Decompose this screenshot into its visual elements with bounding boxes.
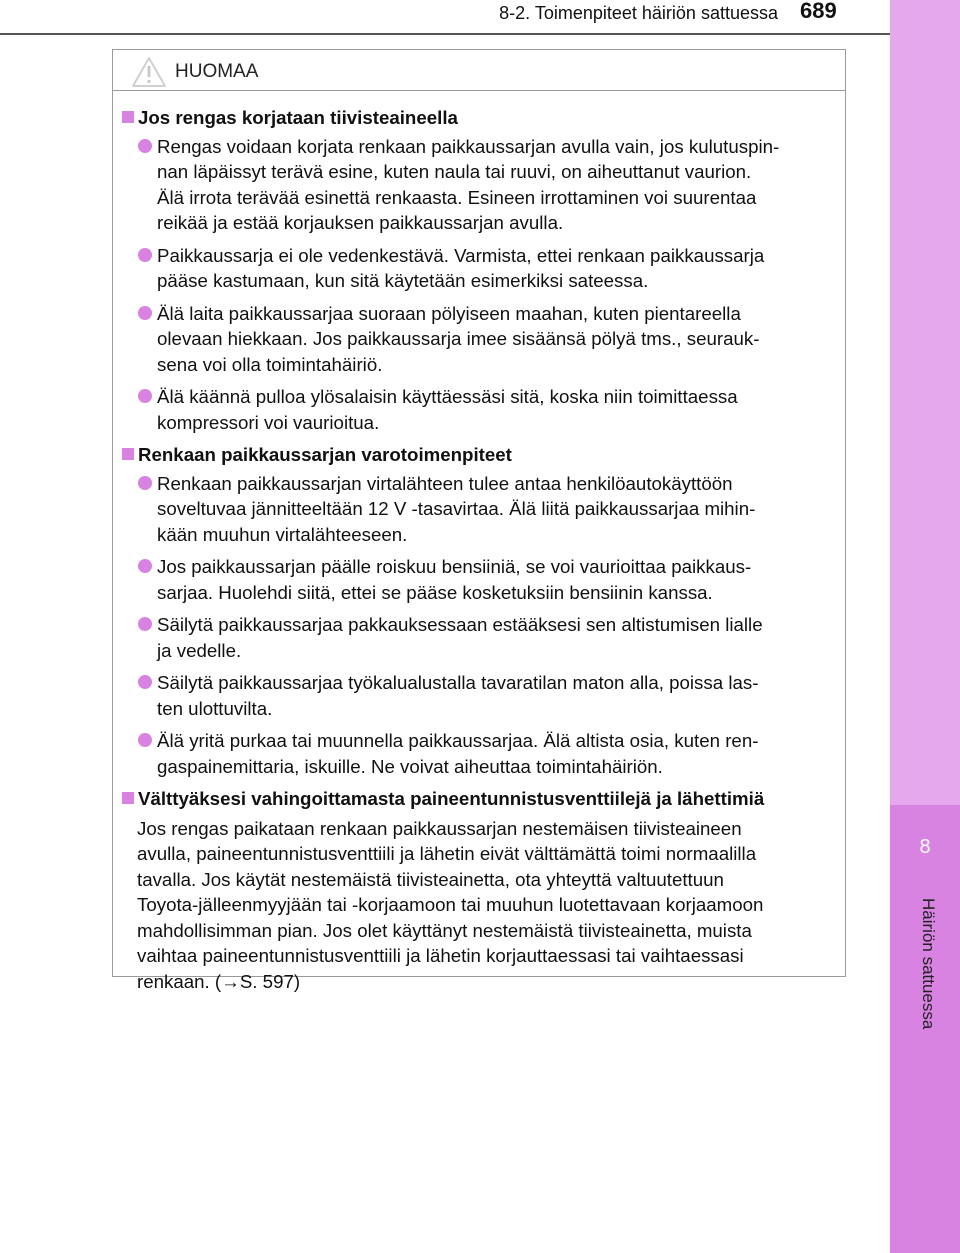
item-text-line: reikää ja estää korjauksen paikkaussarjan avulla. xyxy=(157,212,564,233)
item-text-line: Säilytä paikkaussarjaa pakkauksessaan estääksesi sen altistumisen lialle xyxy=(157,614,763,635)
item-text-line: Renkaan paikkaussarjan virtalähteen tulee antaa henkilöautokäyttöön xyxy=(157,472,733,494)
section-heading-text: Renkaan paikkaussarjan varotoimenpiteet xyxy=(138,444,512,465)
notice-section xyxy=(121,442,839,779)
list-item xyxy=(121,243,839,294)
paragraph-line: Toyota-jälleenmyyjään tai -korjaamoon tai muuhun luotettavaan korjaamoon xyxy=(137,894,764,915)
notice-title: HUOMAA xyxy=(175,61,259,82)
section-title: 8-2. Toimenpiteet häiriön sattuessa xyxy=(499,3,778,23)
item-text-line: ten ulottuvilta. xyxy=(157,697,273,719)
paragraph-line: tavalla. Jos käytät nestemäistä tiivisteainetta, ota yhteyttä valtuutettuun xyxy=(137,868,724,890)
item-text-line: Paikkaussarja ei ole vedenkestävä. Varmista, ettei renkaan paikkaussarja xyxy=(157,244,765,266)
item-text-line: Jos paikkaussarjan päälle roiskuu bensiiniä, se voi vaurioittaa paikkaus- xyxy=(157,556,752,577)
list-item xyxy=(121,554,839,605)
list-item xyxy=(121,670,839,721)
section-heading xyxy=(121,105,839,131)
paragraph-line: renkaan. (→S. 597) xyxy=(137,970,301,992)
circle-bullet-icon xyxy=(138,389,152,403)
section-heading-text: Jos rengas korjataan tiivisteaineella xyxy=(138,107,458,128)
item-text-line: Älä käännä pulloa ylösalaisin käyttäessäsi sitä, koska niin toimittaessa xyxy=(157,386,738,407)
item-text-line: soveltuvaa jännitteeltään 12 V -tasavirtaa. Älä liitä paikkaussarjaa mihin- xyxy=(157,498,756,519)
section-heading xyxy=(121,786,839,812)
list-item xyxy=(121,384,839,435)
list-item xyxy=(121,471,839,548)
item-text-line: sarjaa. Huolehdi siitä, ettei se pääse kosketuksiin bensiinin kanssa. xyxy=(157,581,713,603)
item-text-line: pääse kastumaan, kun sitä käytetään esimerkiksi sateessa. xyxy=(157,270,649,291)
circle-bullet-icon xyxy=(138,675,152,689)
item-text-line: ja vedelle. xyxy=(157,639,242,661)
item-text-line: olevaan hiekkaan. Jos paikkaussarja imee sisäänsä pölyä tms., seurauk- xyxy=(157,328,760,349)
section-heading xyxy=(121,442,839,468)
square-bullet-icon xyxy=(122,448,134,460)
paragraph-line: Jos rengas paikataan renkaan paikkaussarjan nestemäisen tiivisteaineen xyxy=(137,817,742,839)
list-item xyxy=(121,301,839,378)
item-text-line: kään muuhun virtalähteeseen. xyxy=(157,523,408,545)
item-text-line: Älä yritä purkaa tai muunnella paikkaussarjaa. Älä altista osia, kuten ren- xyxy=(157,730,759,751)
notice-content xyxy=(121,105,839,994)
paragraph-line: vaihtaa paineentunnistusventtiili ja lähetin korjauttaessasi tai vaihtaessasi xyxy=(137,945,744,966)
circle-bullet-icon xyxy=(138,733,152,747)
item-text-line: sena voi olla toimintahäiriö. xyxy=(157,353,383,375)
item-text-line: nan läpäissyt terävä esine, kuten naula tai ruuvi, on aiheuttanut vaurion. xyxy=(157,161,752,182)
square-bullet-icon xyxy=(122,792,134,804)
list-item xyxy=(121,612,839,663)
paragraph-line: avulla, paineentunnistusventtiili ja lähetin eivät välttämättä toimi normaalilla xyxy=(137,843,757,864)
item-text-line: kompressori voi vaurioitua. xyxy=(157,411,380,433)
chapter-side-tab-active xyxy=(890,805,960,1253)
paragraph-line: mahdollisimman pian. Jos olet käyttänyt nestemäistä tiivisteainetta, muista xyxy=(137,919,752,941)
chapter-name: Häiriön sattuessa xyxy=(919,898,938,1030)
notice-box xyxy=(112,49,846,992)
page-number: 689 xyxy=(800,0,837,23)
chapter-number: 8 xyxy=(919,836,931,858)
circle-bullet-icon xyxy=(138,476,152,490)
square-bullet-icon xyxy=(122,111,134,123)
circle-bullet-icon xyxy=(138,559,152,573)
notice-section-final xyxy=(121,786,839,994)
item-text-line: gaspainemittaria, iskuille. Ne voivat aiheuttaa toimintahäiriön. xyxy=(157,755,663,777)
header-divider xyxy=(0,33,890,35)
item-text-line: Rengas voidaan korjata renkaan paikkaussarjan avulla vain, jos kulutuspin- xyxy=(157,135,780,157)
notice-section xyxy=(121,105,839,435)
circle-bullet-icon xyxy=(138,248,152,262)
item-text-line: Säilytä paikkaussarjaa työkalualustalla tavaratilan maton alla, poissa las- xyxy=(157,672,759,693)
circle-bullet-icon xyxy=(138,306,152,320)
item-text-line: Älä irrota terävää esinettä renkaasta. Esineen irrottaminen voi suurentaa xyxy=(157,186,757,208)
final-paragraph xyxy=(121,816,839,995)
warning-triangle-icon xyxy=(131,56,167,88)
section-heading-text: Välttyäksesi vahingoittamasta paineentunnistusventtiilejä ja lähettimiä xyxy=(138,788,765,809)
notice-header xyxy=(113,50,845,91)
list-item xyxy=(121,728,839,779)
item-text-line: Älä laita paikkaussarjaa suoraan pölyiseen maahan, kuten pientareella xyxy=(157,302,741,324)
list-item xyxy=(121,134,839,236)
circle-bullet-icon xyxy=(138,139,152,153)
circle-bullet-icon xyxy=(138,617,152,631)
